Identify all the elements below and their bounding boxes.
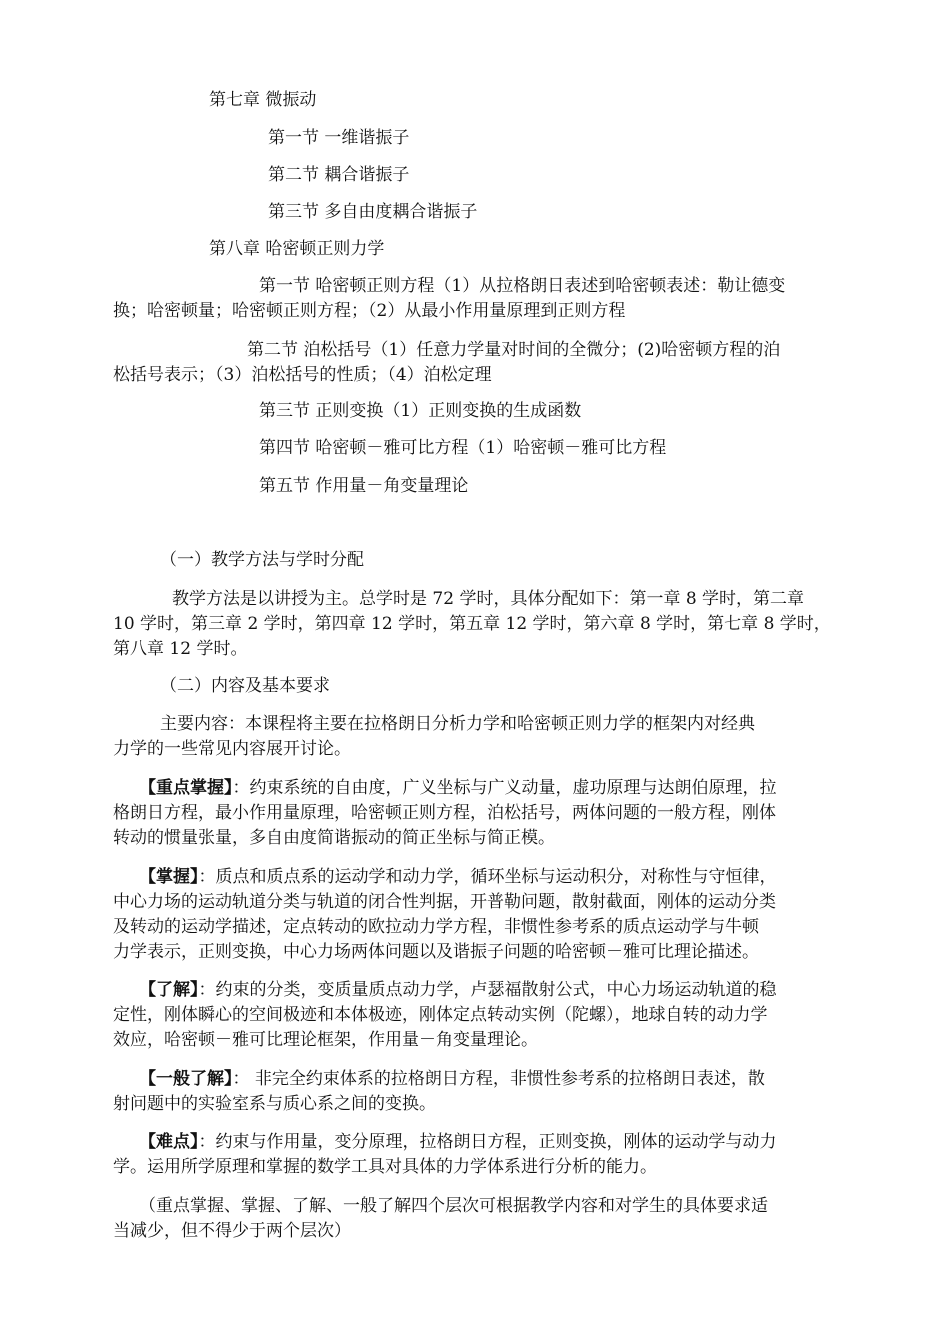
chapter-7-section-3: 第三节 多自由度耦合谐振子 <box>268 202 478 222</box>
understand-label: 【了解】 <box>139 980 199 1000</box>
main-content-line-2: 力学的一些常见内容展开讨论。 <box>113 739 351 759</box>
chapter-8-section-1-line-2: 换；哈密顿量；哈密顿正则方程；（2）从最小作用量原理到正则方程 <box>113 301 626 321</box>
key-mastery-line-3: 转动的惯量张量，多自由度简谐振动的简正坐标与简正模。 <box>113 828 555 848</box>
note-line-1: （重点掌握、掌握、了解、一般了解四个层次可根据教学内容和对学生的具体要求适 <box>139 1196 768 1216</box>
difficulty-line-2: 学。运用所学原理和掌握的数学工具对具体的力学体系进行分析的能力。 <box>113 1157 657 1177</box>
chapter-7-section-1: 第一节 一维谐振子 <box>268 128 410 148</box>
section-1-heading: （一）教学方法与学时分配 <box>160 550 364 570</box>
section-1-text-line-2: 10 学时，第三章 2 学时，第四章 12 学时，第五章 12 学时，第六章 8 学时，第七章 8 学时， <box>113 614 831 634</box>
chapter-7-heading: 第七章 微振动 <box>209 90 317 110</box>
master-line-2: 中心力场的运动轨道分类与轨道的闭合性判据，开普勒问题，散射截面，刚体的运动分类 <box>113 892 776 912</box>
key-mastery-line-1 <box>139 775 777 801</box>
section-2-heading: （二）内容及基本要求 <box>160 676 330 696</box>
chapter-8-section-3: 第三节 正则变换（1）正则变换的生成函数 <box>259 401 582 421</box>
difficulty-text-1: ：约束与作用量，变分原理，拉格朗日方程，正则变换，刚体的运动学与动力 <box>198 1132 777 1152</box>
master-line-1 <box>139 864 777 890</box>
general-understanding-label: 【一般了解】 <box>139 1069 233 1089</box>
chapter-8-section-2-line-1: 第二节 泊松括号（1）任意力学量对时间的全微分；(2)哈密顿方程的泊 <box>247 340 781 360</box>
understand-line-2: 定性，刚体瞬心的空间极迹和本体极迹，刚体定点转动实例（陀螺），地球自转的动力学 <box>113 1005 768 1025</box>
general-understanding-line-2: 射问题中的实验室系与质心系之间的变换。 <box>113 1094 436 1114</box>
understand-text-1: ：约束的分类，变质量质点动力学，卢瑟福散射公式，中心力场运动轨道的稳 <box>198 980 777 1000</box>
master-text-1: ：质点和质点系的运动学和动力学，循环坐标与运动积分，对称性与守恒律， <box>198 867 777 887</box>
general-understanding-text-1: ： 非完全约束体系的拉格朗日方程，非惯性参考系的拉格朗日表述，散 <box>232 1069 765 1089</box>
general-understanding-line-1 <box>139 1066 765 1092</box>
key-mastery-label: 【重点掌握】 <box>139 778 233 798</box>
chapter-8-section-1-line-1: 第一节 哈密顿正则方程（1）从拉格朗日表述到哈密顿表述：勒让德变 <box>259 276 786 296</box>
section-1-text-line-1: 教学方法是以讲授为主。总学时是 72 学时，具体分配如下：第一章 8 学时，第二章 <box>172 589 805 609</box>
key-mastery-text-1: ：约束系统的自由度，广义坐标与广义动量，虚功原理与达朗伯原理，拉 <box>232 778 777 798</box>
main-content-line-1: 主要内容：本课程将主要在拉格朗日分析力学和哈密顿正则力学的框架内对经典 <box>160 714 755 734</box>
difficulty-label: 【难点】 <box>139 1132 199 1152</box>
difficulty-line-1 <box>139 1129 777 1155</box>
section-1-text-line-3: 第八章 12 学时。 <box>113 639 248 659</box>
key-mastery-line-2: 格朗日方程，最小作用量原理，哈密顿正则方程，泊松括号，两体问题的一般方程，刚体 <box>113 803 776 823</box>
chapter-8-section-4: 第四节 哈密顿－雅可比方程（1）哈密顿－雅可比方程 <box>259 438 667 458</box>
master-line-3: 及转动的运动学描述，定点转动的欧拉动力学方程，非惯性参考系的质点运动学与牛顿 <box>113 917 759 937</box>
chapter-7-section-2: 第二节 耦合谐振子 <box>268 165 410 185</box>
chapter-8-section-2-line-2: 松括号表示；（3）泊松括号的性质；（4）泊松定理 <box>113 365 492 385</box>
note-line-2: 当减少，但不得少于两个层次） <box>113 1221 351 1241</box>
master-line-4: 力学表示，正则变换，中心力场两体问题以及谐振子问题的哈密顿－雅可比理论描述。 <box>113 942 759 962</box>
chapter-8-section-5: 第五节 作用量－角变量理论 <box>259 476 469 496</box>
understand-line-3: 效应，哈密顿－雅可比理论框架，作用量－角变量理论。 <box>113 1030 538 1050</box>
master-label: 【掌握】 <box>139 867 199 887</box>
chapter-8-heading: 第八章 哈密顿正则力学 <box>209 239 385 259</box>
understand-line-1 <box>139 977 777 1003</box>
